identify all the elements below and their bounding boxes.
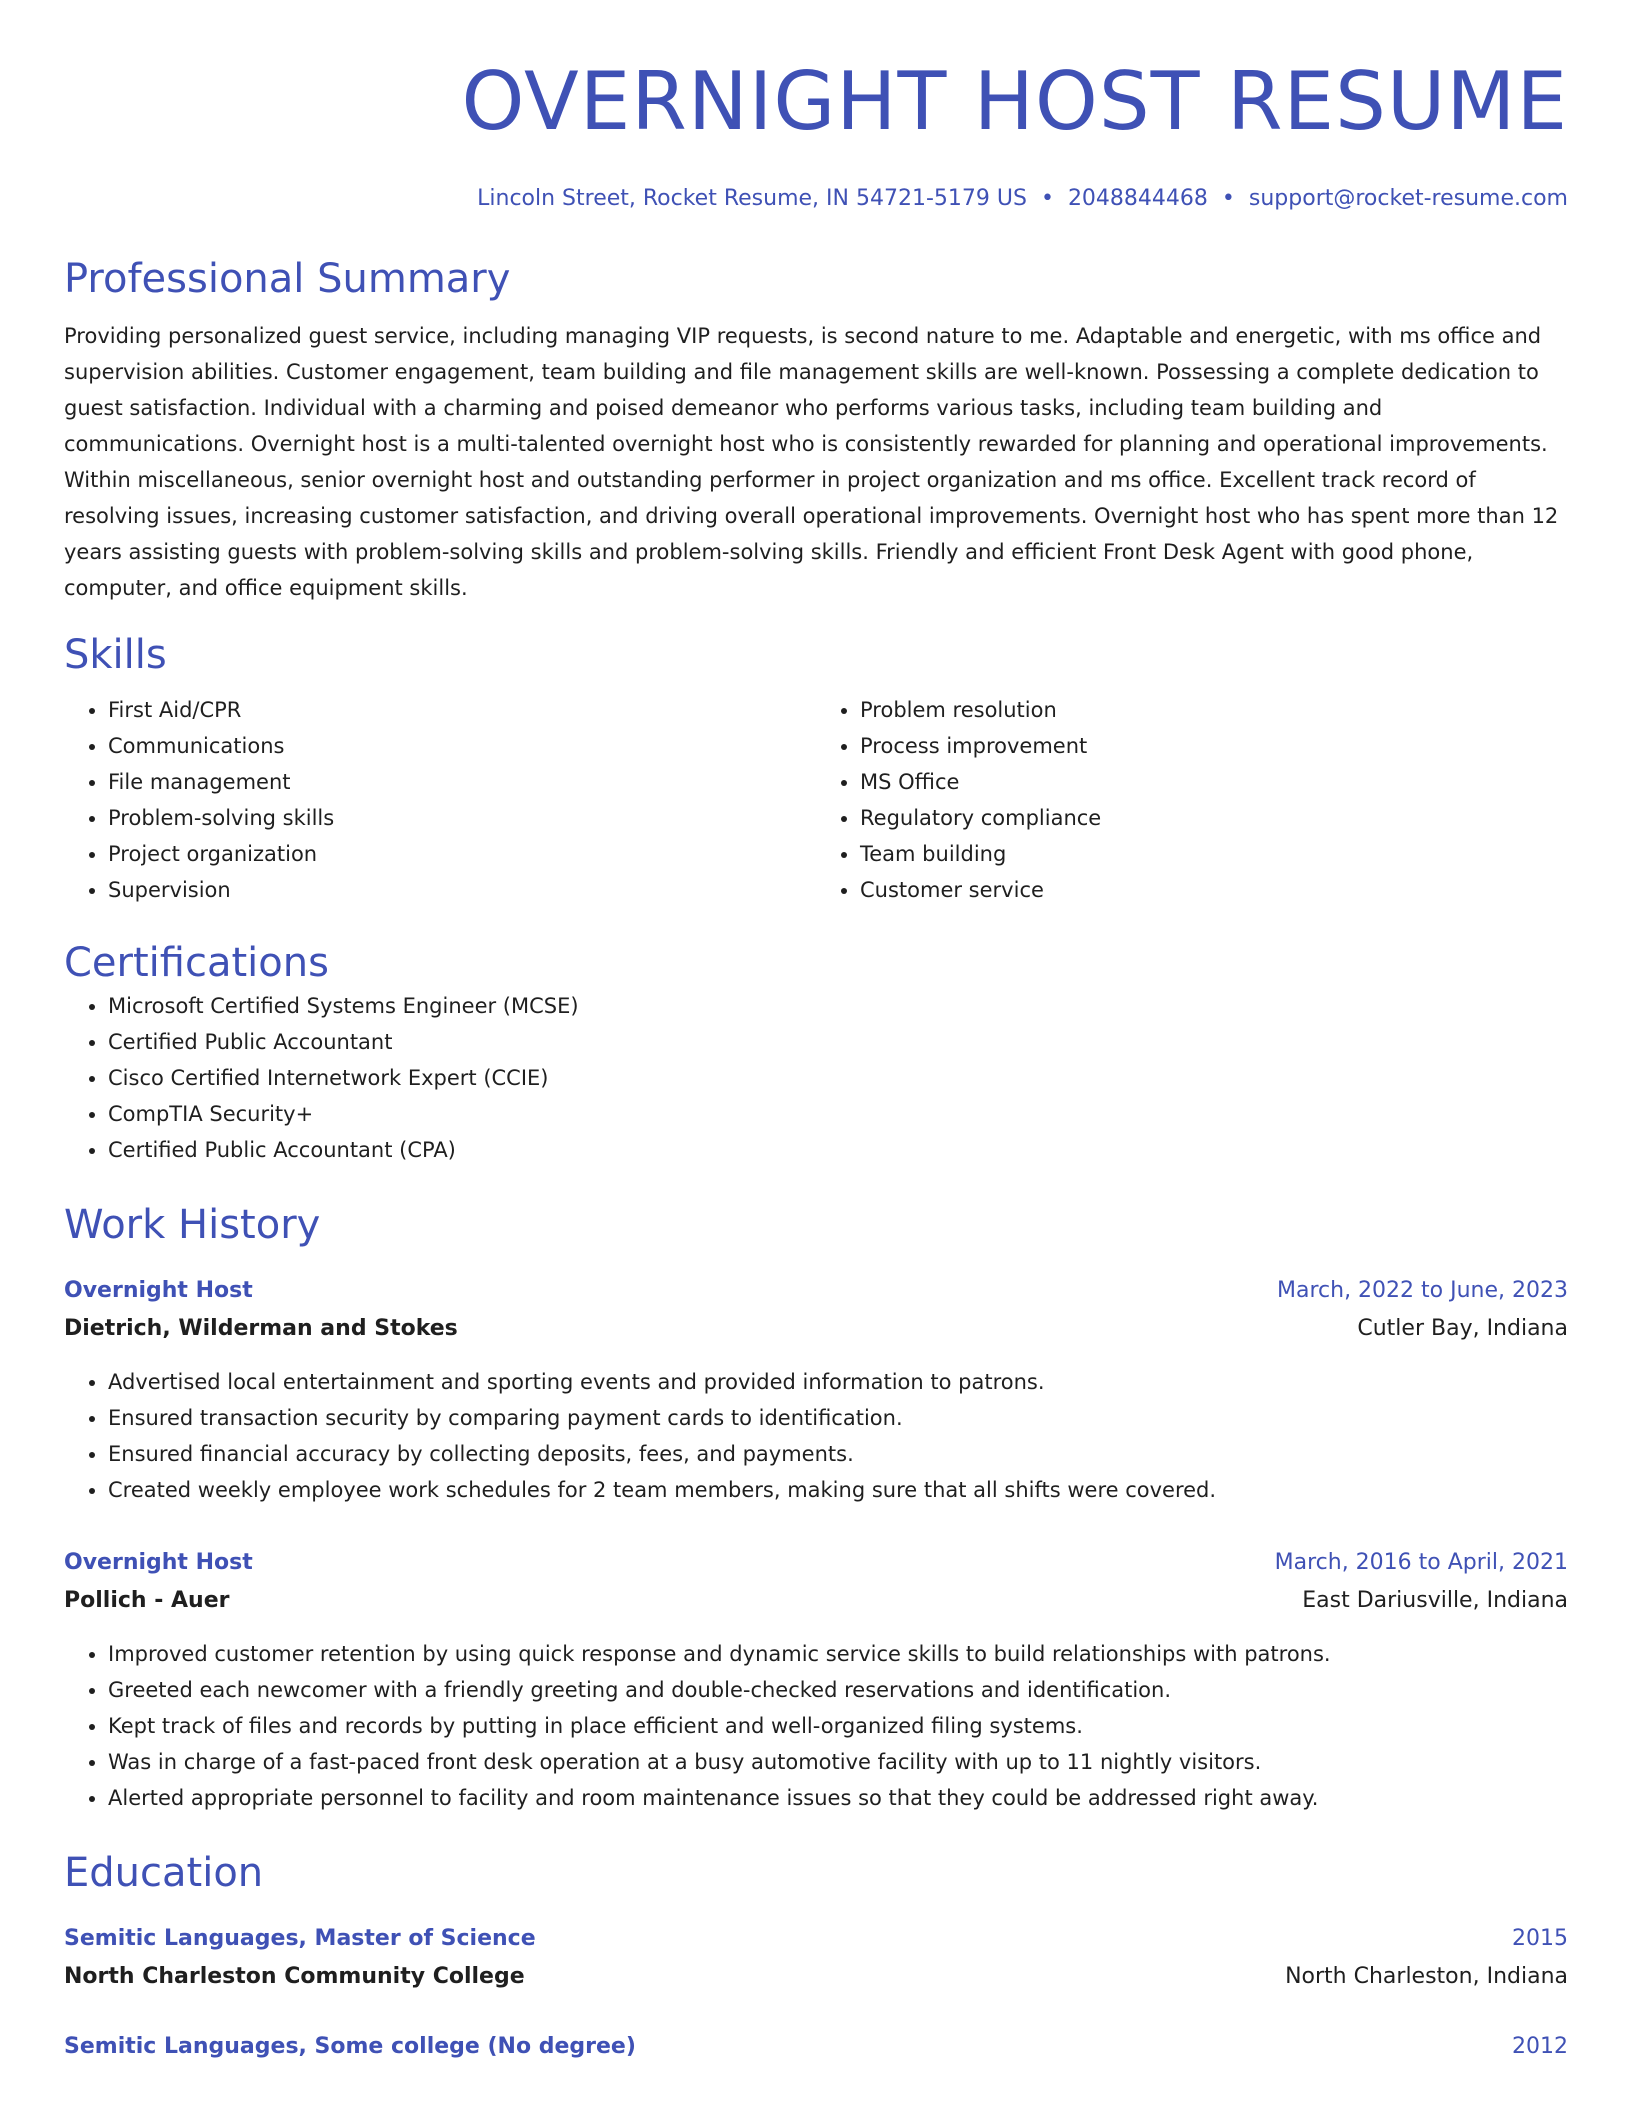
skill-item: • Project organization	[108, 836, 816, 872]
job-company: Dietrich, Wilderman and Stokes	[64, 1316, 458, 1341]
job-role: Overnight Host	[64, 1550, 253, 1575]
education-header-row	[64, 1920, 1568, 1958]
skills-heading: Skills	[64, 632, 167, 678]
job-bullet: • Alerted appropriate personnel to facility and room maintenance issues so that they could be addressed right away.	[108, 1780, 1568, 1816]
job-location: Cutler Bay, Indiana	[1357, 1316, 1568, 1341]
skill-item: • File management	[108, 764, 816, 800]
certification-item: • Certified Public Accountant (CPA)	[108, 1132, 1568, 1168]
job-location: East Dariusville, Indiana	[1302, 1588, 1568, 1613]
job-bullet: • Ensured transaction security by comparing payment cards to identification.	[108, 1400, 1568, 1436]
education-school: North Charleston Community College	[64, 1964, 525, 1989]
skill-item: • Problem resolution	[860, 692, 1568, 728]
certification-item: • Certified Public Accountant	[108, 1024, 1568, 1060]
education-degree: Semitic Languages, Master of Science	[64, 1926, 536, 1951]
education-school-row	[64, 1958, 1568, 1996]
job-entry	[64, 1544, 1568, 1816]
job-bullet: • Kept track of files and records by putting in place efficient and well-organized filing systems.	[108, 1708, 1568, 1744]
job-bullet: • Greeted each newcomer with a friendly greeting and double-checked reservations and identification.	[108, 1672, 1568, 1708]
education-header-row	[64, 2028, 1568, 2066]
certification-item: • CompTIA Security+	[108, 1096, 1568, 1132]
certifications-list	[64, 988, 1568, 1168]
contact-phone: 2048844468	[1067, 186, 1208, 211]
job-dates: March, 2022 to June, 2023	[1277, 1278, 1568, 1303]
skill-item: • Customer service	[860, 872, 1568, 908]
skill-item: • Team building	[860, 836, 1568, 872]
certifications-heading: Certifications	[64, 940, 329, 986]
contact-address: Lincoln Street, Rocket Resume, IN 54721-5179 US	[477, 186, 1027, 211]
contact-line	[64, 184, 1568, 214]
job-bullet: • Was in charge of a fast-paced front desk operation at a busy automotive facility with up to 11 nightly visitors.	[108, 1744, 1568, 1780]
job-role: Overnight Host	[64, 1278, 253, 1303]
job-company-row	[64, 1582, 1568, 1620]
education-year: 2012	[1512, 2034, 1568, 2059]
certification-item: • Cisco Certified Internetwork Expert (CCIE)	[108, 1060, 1568, 1096]
skills-list-left	[64, 692, 816, 908]
job-company-row	[64, 1310, 1568, 1348]
skill-item: • Communications	[108, 728, 816, 764]
contact-email: support@rocket-resume.com	[1248, 186, 1568, 211]
skill-item: • Problem-solving skills	[108, 800, 816, 836]
job-bullets	[64, 1636, 1568, 1816]
skill-item: • Regulatory compliance	[860, 800, 1568, 836]
job-bullet: • Ensured financial accuracy by collecting deposits, fees, and payments.	[108, 1436, 1568, 1472]
work-history-heading: Work History	[64, 1202, 321, 1248]
job-company: Pollich - Auer	[64, 1588, 230, 1613]
job-dates: March, 2016 to April, 2021	[1274, 1550, 1568, 1575]
education-entry	[64, 1920, 1568, 1996]
skill-item: • MS Office	[860, 764, 1568, 800]
resume-title: OVERNIGHT HOST RESUME	[461, 55, 1568, 148]
job-header-row	[64, 1272, 1568, 1310]
education-degree: Semitic Languages, Some college (No degree)	[64, 2034, 636, 2059]
job-bullets	[64, 1364, 1568, 1508]
skill-item: • First Aid/CPR	[108, 692, 816, 728]
certification-item: • Microsoft Certified Systems Engineer (MCSE)	[108, 988, 1568, 1024]
skills-columns	[64, 692, 1568, 908]
contact-separator: •	[1221, 186, 1235, 211]
education-location: North Charleston, Indiana	[1285, 1964, 1568, 1989]
summary-heading: Professional Summary	[64, 256, 511, 302]
job-bullet: • Created weekly employee work schedules for 2 team members, making sure that all shifts were covered.	[108, 1472, 1568, 1508]
job-bullet: • Advertised local entertainment and sporting events and provided information to patrons.	[108, 1364, 1568, 1400]
contact-separator: •	[1040, 186, 1054, 211]
job-entry	[64, 1272, 1568, 1508]
education-entry	[64, 2028, 1568, 2066]
education-year: 2015	[1512, 1926, 1568, 1951]
resume-page	[64, 0, 1568, 2066]
summary-text: Providing personalized guest service, including managing VIP requests, is second nature to me. Adaptable and energetic, with ms office and supervision abilities. Customer engagement, team building and file management skills are well-known. Possessing a complete dedication to guest satisfaction. Individual with a charming and poised demeanor who performs various tasks, including team building and communications. Overnight host is a multi-talented overnight host who is consistently rewarded for planning and operational improvements. Within miscellaneous, senior overnight host and outstanding performer in project organization and ms office. Excellent track record of resolving issues, increasing customer satisfaction, and driving overall operational improvements. Overnight host who has spent more than 12 years assisting guests with problem-solving skills and problem-solving skills. Friendly and efficient Front Desk Agent with good phone, computer, and office equipment skills.	[64, 324, 1559, 600]
skills-list-right	[816, 692, 1568, 908]
skill-item: • Process improvement	[860, 728, 1568, 764]
education-heading: Education	[64, 1850, 264, 1896]
job-bullet: • Improved customer retention by using quick response and dynamic service skills to build relationships with patrons.	[108, 1636, 1568, 1672]
skill-item: • Supervision	[108, 872, 816, 908]
job-header-row	[64, 1544, 1568, 1582]
